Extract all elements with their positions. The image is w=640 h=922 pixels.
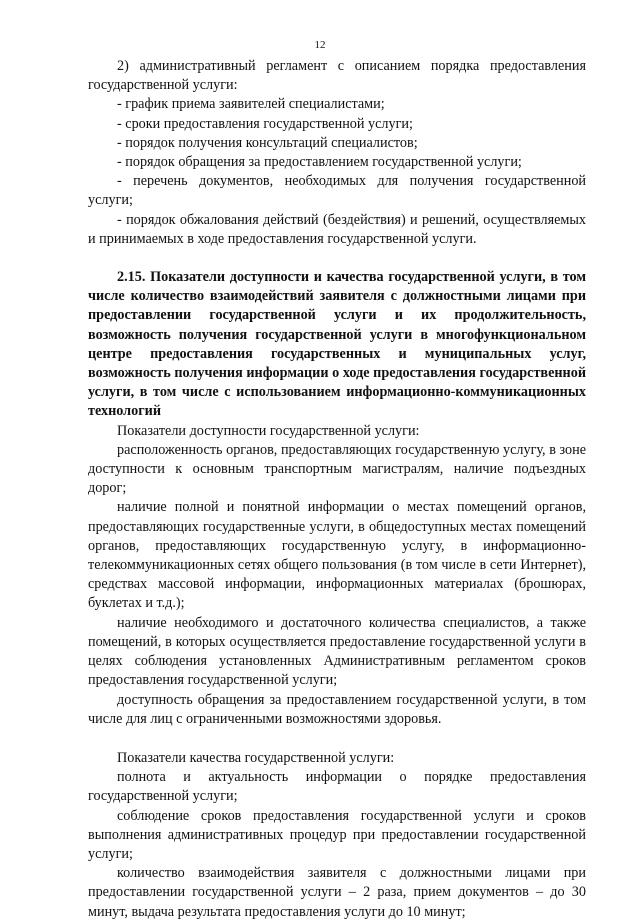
- paragraph: Показатели качества государственной услуги:: [117, 749, 395, 766]
- list-item: - порядок обжалования действий (бездействия) и решений, осуществляемых и принимаемых в ходе предоставления государственной услуги.: [88, 211, 586, 247]
- page-content: [88, 57, 586, 922]
- paragraph: количество взаимодействия заявителя с должностными лицами при предоставлении государственной услуги – 2 раза, прием документов – до 30 минут, выдача результата предоставления услуги до 10 минут;: [88, 865, 586, 920]
- paragraph: наличие необходимого и достаточного количества специалистов, а также помещений, в которых осуществляется предоставление государственной услуги в целях соблюдения установленных Административным регламентом сроков предоставления государственной услуги;: [88, 614, 586, 689]
- paragraph: доступность обращения за предоставлением государственной услуги, в том числе для лиц с ограниченными возможностями здоровья.: [88, 691, 586, 727]
- list-item: - сроки предоставления государственной услуги;: [117, 115, 413, 132]
- list-item: - порядок получения консультаций специалистов;: [117, 134, 418, 151]
- regulation-contents-list: [88, 57, 586, 249]
- page-number: 12: [314, 39, 326, 51]
- paragraph: полнота и актуальность информации о порядке предоставления государственной услуги;: [88, 769, 586, 805]
- paragraph: 2) административный регламент с описанием порядка предоставления государственной услуги:: [88, 58, 586, 94]
- list-item: - перечень документов, необходимых для получения государственной услуги;: [88, 173, 586, 209]
- paragraph: наличие полной и понятной информации о местах помещений органов, предоставляющих государственные услуги, в общедоступных местах помещений органов, предоставляющих государственную услугу, в информационно-телекоммуникационных сетях общего пользования (в том числе в сети Интернет), средствах массовой информации, информационных материалах (брошюрах, буклетах и т.д.);: [88, 499, 586, 612]
- paragraph: Показатели доступности государственной услуги:: [117, 422, 420, 439]
- accessibility-indicators: [88, 422, 586, 729]
- list-item: - график приема заявителей специалистами;: [117, 96, 385, 113]
- list-item: - порядок обращения за предоставлением государственной услуги;: [117, 154, 522, 171]
- paragraph: соблюдение сроков предоставления государственной услуги и сроков выполнения административных процедур при предоставлении государственной услуги;: [88, 807, 586, 862]
- quality-indicators: [88, 749, 586, 922]
- section-heading: 2.15. Показатели доступности и качества государственной услуги, в том числе количество взаимодействий заявителя с должностными лицами при предоставлении государственной услуги и их продолжительность, возможность получения государственной услуги в многофункциональном центре предоставления государственных и муниципальных услуг, возможность получения информации о ходе предоставления государственной услуги, в том числе с использованием информационно-коммуникационных технологий: [88, 269, 586, 420]
- paragraph: расположенность органов, предоставляющих государственную услугу, в зоне доступности к основным транспортным магистралям, наличие подъездных дорог;: [88, 441, 586, 497]
